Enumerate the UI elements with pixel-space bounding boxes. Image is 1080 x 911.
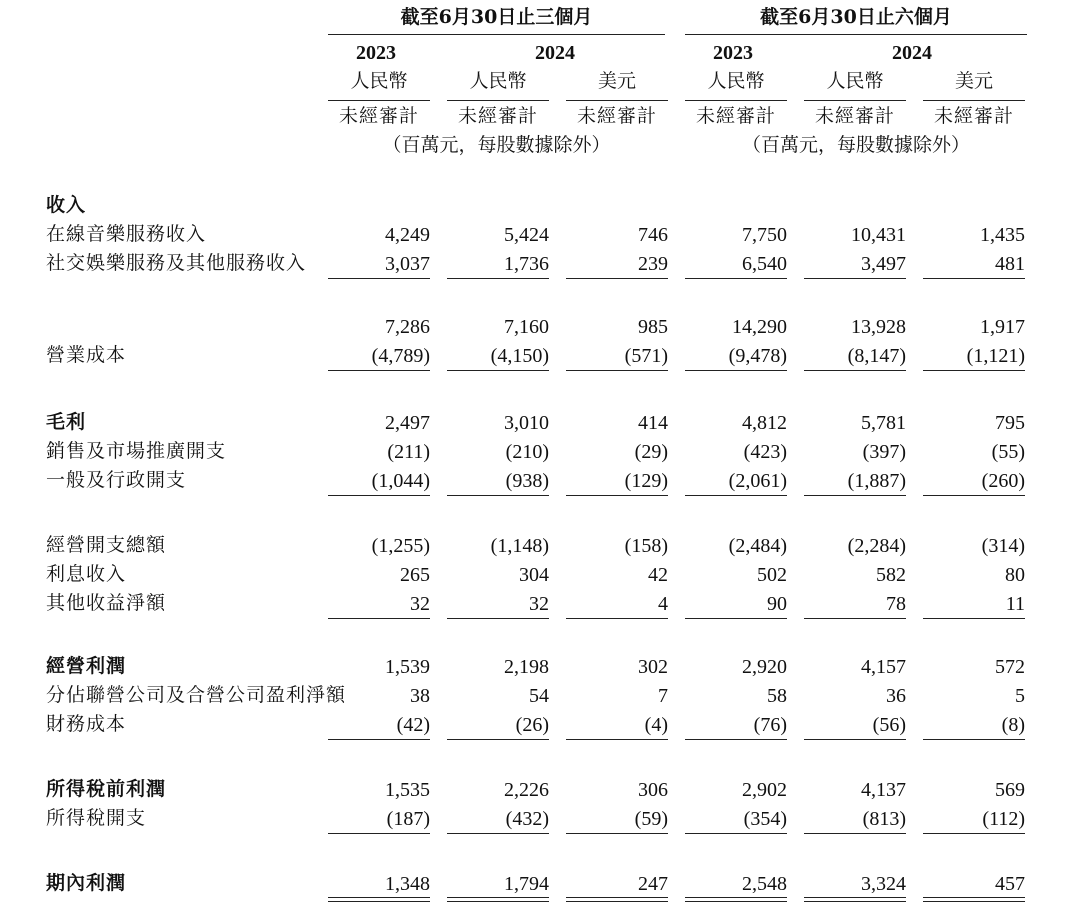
cell-value: (187) <box>386 808 430 830</box>
cell-value: 2,548 <box>742 873 787 895</box>
cell-value: (9,478) <box>728 345 787 367</box>
row-label: 所得稅開支 <box>46 807 147 829</box>
row-label: 收入 <box>46 194 87 216</box>
cell-value: 1,348 <box>385 873 430 895</box>
subtotal-rule <box>328 495 430 496</box>
cell-value: (26) <box>515 714 549 736</box>
cell-value: 304 <box>519 564 549 586</box>
cell-value: 7,750 <box>742 224 787 246</box>
cell-value: 7,286 <box>385 316 430 338</box>
cell-value: (1,121) <box>966 345 1025 367</box>
cell-value: 5,781 <box>861 412 906 434</box>
column-currency-6: 美元 <box>954 70 993 92</box>
cell-value: 746 <box>638 224 668 246</box>
subtotal-rule <box>685 278 787 279</box>
cell-value: (1,887) <box>847 470 906 492</box>
subtotal-rule <box>328 278 430 279</box>
cell-value: (354) <box>743 808 787 830</box>
cell-value: (8,147) <box>847 345 906 367</box>
cell-value: 5 <box>1015 685 1025 707</box>
subtotal-rule <box>685 370 787 371</box>
cell-value: 11 <box>1005 593 1025 615</box>
column-audit-1: 未經審計 <box>338 105 419 127</box>
row-label: 其他收益淨額 <box>46 592 167 614</box>
subtotal-rule <box>923 495 1025 496</box>
cell-value: 6,540 <box>742 253 787 275</box>
row-label: 在線音樂服務收入 <box>46 223 207 245</box>
subtotal-rule <box>566 278 668 279</box>
cell-value: 32 <box>410 593 430 615</box>
column-audit-6: 未經審計 <box>933 105 1014 127</box>
cell-value: 572 <box>995 656 1025 678</box>
cell-value: 32 <box>529 593 549 615</box>
cell-value: (112) <box>982 808 1025 830</box>
subtotal-rule <box>685 739 787 740</box>
cell-value: 42 <box>648 564 668 586</box>
cell-value: 414 <box>638 412 668 434</box>
unit-note-three-months: （百萬元，每股數據除外） <box>382 134 611 156</box>
subtotal-rule <box>804 739 906 740</box>
subtotal-rule <box>328 833 430 834</box>
cell-value: 4,812 <box>742 412 787 434</box>
cell-value: (432) <box>505 808 549 830</box>
subtotal-rule <box>804 618 906 619</box>
subtotal-rule <box>447 278 549 279</box>
cell-value: 1,917 <box>980 316 1025 338</box>
cell-value: 3,010 <box>504 412 549 434</box>
row-label: 毛利 <box>46 411 87 433</box>
column-year-2: 2024 <box>535 42 575 64</box>
cell-value: 302 <box>638 656 668 678</box>
cell-value: 1,435 <box>980 224 1025 246</box>
cell-value: (210) <box>505 441 549 463</box>
cell-value: 4,249 <box>385 224 430 246</box>
column-currency-2: 人民幣 <box>469 70 527 92</box>
column-currency-1: 人民幣 <box>350 70 408 92</box>
cell-value: 481 <box>995 253 1025 275</box>
cell-value: 1,794 <box>504 873 549 895</box>
cell-value: (1,044) <box>371 470 430 492</box>
cell-value: 1,535 <box>385 779 430 801</box>
total-double-rule-top <box>566 897 668 898</box>
cell-value: 1,539 <box>385 656 430 678</box>
subtotal-rule <box>447 833 549 834</box>
subtotal-rule <box>328 370 430 371</box>
column-currency-rule-4 <box>685 100 787 101</box>
total-double-rule-bottom <box>685 901 787 902</box>
subtotal-rule <box>447 739 549 740</box>
column-year-5: 2024 <box>892 42 932 64</box>
cell-value: 2,226 <box>504 779 549 801</box>
cell-value: 10,431 <box>851 224 906 246</box>
cell-value: 985 <box>638 316 668 338</box>
cell-value: 90 <box>767 593 787 615</box>
row-label: 營業成本 <box>46 344 127 366</box>
column-currency-rule-3 <box>566 100 668 101</box>
subtotal-rule <box>923 370 1025 371</box>
period-header-three-months: 截至6月30日止三個月 <box>400 6 593 28</box>
cell-value: (2,061) <box>728 470 787 492</box>
column-audit-3: 未經審計 <box>576 105 657 127</box>
subtotal-rule <box>566 618 668 619</box>
cell-value: 4,137 <box>861 779 906 801</box>
total-double-rule-top <box>447 897 549 898</box>
cell-value: 38 <box>410 685 430 707</box>
cell-value: 13,928 <box>851 316 906 338</box>
cell-value: 4,157 <box>861 656 906 678</box>
cell-value: 7,160 <box>504 316 549 338</box>
period-rule-three-months <box>328 34 665 35</box>
total-double-rule-top <box>328 897 430 898</box>
total-double-rule-bottom <box>328 901 430 902</box>
cell-value: 569 <box>995 779 1025 801</box>
row-label: 財務成本 <box>46 713 127 735</box>
cell-value: (4,789) <box>371 345 430 367</box>
cell-value: 502 <box>757 564 787 586</box>
total-double-rule-bottom <box>566 901 668 902</box>
column-year-4: 2023 <box>713 42 753 64</box>
period-header-six-months: 截至6月30日止六個月 <box>760 6 952 28</box>
column-audit-2: 未經審計 <box>457 105 538 127</box>
subtotal-rule <box>923 618 1025 619</box>
subtotal-rule <box>804 833 906 834</box>
subtotal-rule <box>566 833 668 834</box>
cell-value: (55) <box>991 441 1025 463</box>
subtotal-rule <box>804 370 906 371</box>
total-double-rule-bottom <box>447 901 549 902</box>
row-label: 銷售及市場推廣開支 <box>46 440 227 462</box>
cell-value: (571) <box>624 345 668 367</box>
cell-value: (211) <box>387 441 430 463</box>
subtotal-rule <box>685 618 787 619</box>
cell-value: 3,037 <box>385 253 430 275</box>
unit-note-six-months: （百萬元，每股數據除外） <box>741 134 970 156</box>
cell-value: (2,484) <box>728 535 787 557</box>
cell-value: (56) <box>872 714 906 736</box>
cell-value: (2,284) <box>847 535 906 557</box>
cell-value: (76) <box>753 714 787 736</box>
cell-value: 239 <box>638 253 668 275</box>
subtotal-rule <box>447 370 549 371</box>
cell-value: 2,497 <box>385 412 430 434</box>
cell-value: 306 <box>638 779 668 801</box>
column-audit-5: 未經審計 <box>814 105 895 127</box>
row-label: 分佔聯營公司及合營公司盈利淨額 <box>46 684 347 706</box>
subtotal-rule <box>447 618 549 619</box>
subtotal-rule <box>566 495 668 496</box>
cell-value: 78 <box>886 593 906 615</box>
subtotal-rule <box>566 739 668 740</box>
subtotal-rule <box>923 278 1025 279</box>
subtotal-rule <box>447 495 549 496</box>
subtotal-rule <box>923 739 1025 740</box>
total-double-rule-bottom <box>923 901 1025 902</box>
subtotal-rule <box>923 833 1025 834</box>
cell-value: 36 <box>886 685 906 707</box>
total-double-rule-top <box>685 897 787 898</box>
cell-value: (129) <box>624 470 668 492</box>
subtotal-rule <box>328 739 430 740</box>
total-double-rule-top <box>923 897 1025 898</box>
row-label: 所得稅前利潤 <box>46 778 167 800</box>
cell-value: (4,150) <box>490 345 549 367</box>
cell-value: (314) <box>981 535 1025 557</box>
cell-value: (158) <box>624 535 668 557</box>
cell-value: 795 <box>995 412 1025 434</box>
row-label: 一般及行政開支 <box>46 469 187 491</box>
cell-value: 247 <box>638 873 668 895</box>
column-currency-5: 人民幣 <box>826 70 884 92</box>
cell-value: 457 <box>995 873 1025 895</box>
column-currency-3: 美元 <box>597 70 636 92</box>
cell-value: 14,290 <box>732 316 787 338</box>
cell-value: 58 <box>767 685 787 707</box>
cell-value: 2,920 <box>742 656 787 678</box>
cell-value: 2,198 <box>504 656 549 678</box>
column-audit-4: 未經審計 <box>695 105 776 127</box>
cell-value: 582 <box>876 564 906 586</box>
row-label: 經營開支總額 <box>46 534 167 556</box>
cell-value: (8) <box>1001 714 1025 736</box>
subtotal-rule <box>685 495 787 496</box>
total-double-rule-top <box>804 897 906 898</box>
subtotal-rule <box>328 618 430 619</box>
column-currency-4: 人民幣 <box>707 70 765 92</box>
cell-value: 265 <box>400 564 430 586</box>
cell-value: (813) <box>862 808 906 830</box>
total-double-rule-bottom <box>804 901 906 902</box>
row-label: 期內利潤 <box>46 872 127 894</box>
cell-value: (397) <box>862 441 906 463</box>
cell-value: 4 <box>658 593 668 615</box>
column-currency-rule-6 <box>923 100 1025 101</box>
cell-value: 7 <box>658 685 668 707</box>
cell-value: (260) <box>981 470 1025 492</box>
subtotal-rule <box>804 278 906 279</box>
cell-value: 2,902 <box>742 779 787 801</box>
column-currency-rule-1 <box>328 100 430 101</box>
cell-value: (42) <box>396 714 430 736</box>
cell-value: (4) <box>644 714 668 736</box>
column-currency-rule-2 <box>447 100 549 101</box>
cell-value: (1,255) <box>371 535 430 557</box>
cell-value: (59) <box>634 808 668 830</box>
subtotal-rule <box>804 495 906 496</box>
cell-value: (423) <box>743 441 787 463</box>
cell-value: (938) <box>505 470 549 492</box>
cell-value: 1,736 <box>504 253 549 275</box>
column-currency-rule-5 <box>804 100 906 101</box>
cell-value: 3,324 <box>861 873 906 895</box>
row-label: 經營利潤 <box>46 655 127 677</box>
cell-value: (1,148) <box>490 535 549 557</box>
subtotal-rule <box>566 370 668 371</box>
subtotal-rule <box>685 833 787 834</box>
cell-value: 5,424 <box>504 224 549 246</box>
row-label: 利息收入 <box>46 563 127 585</box>
period-rule-six-months <box>685 34 1027 35</box>
cell-value: 80 <box>1005 564 1025 586</box>
row-label: 社交娛樂服務及其他服務收入 <box>46 252 307 274</box>
cell-value: 3,497 <box>861 253 906 275</box>
column-year-1: 2023 <box>356 42 396 64</box>
cell-value: 54 <box>529 685 549 707</box>
cell-value: (29) <box>634 441 668 463</box>
